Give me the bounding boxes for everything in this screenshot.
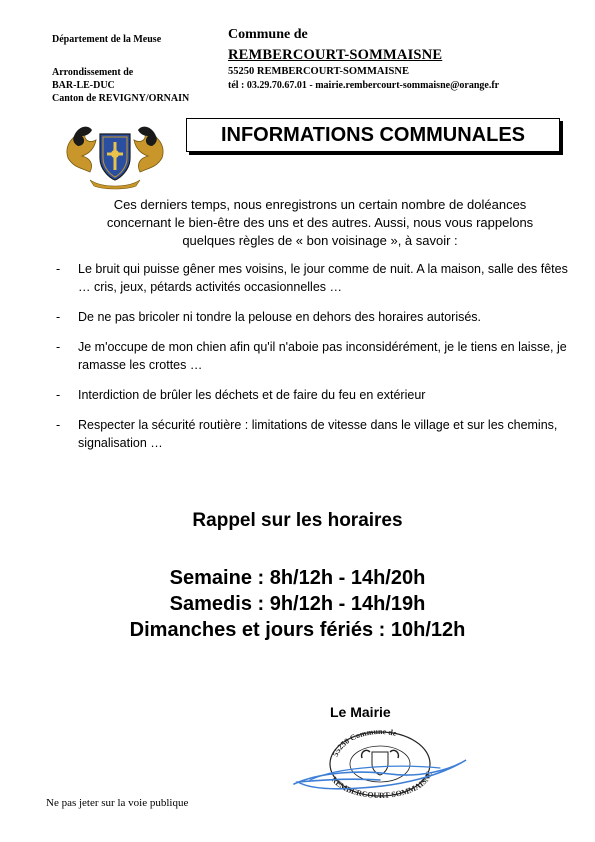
signer-label: Le Mairie: [330, 704, 391, 720]
schedule-saturday: Samedis : 9h/12h - 14h/19h: [169, 593, 426, 615]
rule-text: De ne pas bricoler ni tondre la pelouse en dehors des horaires autorisés.: [78, 310, 482, 324]
title-box: [186, 118, 560, 152]
bullet-dash: -: [56, 388, 61, 402]
commune-label: Commune de: [228, 27, 308, 42]
commune-address: 55250 REMBERCOURT-SOMMAISNE: [228, 66, 409, 77]
rule-text: Interdiction de brûler les déchets et de faire du feu en extérieur: [78, 388, 426, 402]
rule-text: Le bruit qui puisse gêner mes voisins, le jour comme de nuit. A la maison, salle des fêtes … cris, jeux, pétards activités occasionnelles …: [78, 262, 568, 294]
schedule-sunday-holiday: Dimanches et jours fériés : 10h/12h: [129, 619, 466, 641]
bullet-dash: -: [56, 262, 61, 276]
stamp-top-text: 55250 Commune de: [330, 726, 398, 758]
official-stamp: [290, 720, 470, 800]
schedule-weekday: Semaine : 8h/12h - 14h/20h: [169, 567, 426, 589]
department-label: Département de la Meuse: [52, 34, 162, 45]
list-item: [56, 260, 571, 296]
bullet-dash: -: [56, 340, 61, 354]
page-title: INFORMATIONS COMMUNALES: [220, 123, 526, 146]
list-item: [56, 308, 571, 326]
schedule-heading: Rappel sur les horaires: [192, 510, 403, 531]
footer-note: Ne pas jeter sur la voie publique: [46, 797, 189, 809]
list-item: [56, 386, 571, 404]
list-item: [56, 416, 571, 452]
signature-scribble: [294, 760, 466, 789]
list-item: [56, 338, 571, 374]
coat-of-arms-icon: [60, 118, 170, 190]
rules-list: [56, 260, 571, 464]
arrondissement-line: BAR-LE-DUC: [52, 80, 115, 91]
intro-paragraph: Ces derniers temps, nous enregistrons un certain nombre de doléances concernant le bien-être des uns et des autres. Aussi, nous vous rappelons quelques règles de « bon voisinage », à savoir :: [106, 197, 534, 248]
schedule-block: [0, 565, 595, 643]
rule-text: Respecter la sécurité routière : limitations de vitesse dans le village et sur les chemins, signalisation …: [78, 418, 558, 450]
rule-text: Je m'occupe de mon chien afin qu'il n'aboie pas inconsidérément, je le tiens en laisse, je ramasse les crottes …: [78, 340, 567, 372]
arrondissement-block: [52, 66, 189, 105]
stamp-bottom-text: REMBERCOURT-SOMMAISNE: [329, 769, 434, 800]
bullet-dash: -: [56, 418, 61, 432]
arrondissement-line: Arrondissement de: [52, 67, 134, 78]
bullet-dash: -: [56, 310, 61, 324]
commune-name: REMBERCOURT-SOMMAISNE: [228, 47, 443, 63]
commune-contact: tél : 03.29.70.67.01 - mairie.rembercourt-sommaisne@orange.fr: [228, 80, 500, 91]
canton-line: Canton de REVIGNY/ORNAIN: [52, 93, 190, 104]
